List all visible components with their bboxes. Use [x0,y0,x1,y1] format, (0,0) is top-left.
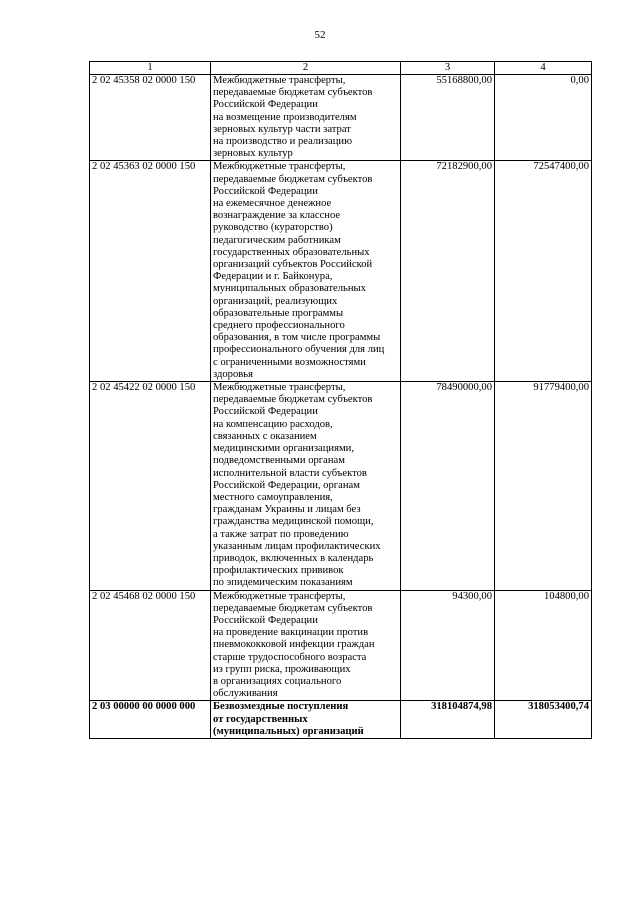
budget-code: 2 02 45468 02 0000 150 [90,590,211,701]
row-description: Межбюджетные трансферты, передаваемые бюджетам субъектов Российской Федерации на компенсацию расходов, связанных с оказанием медицинскими организациями, подведомственными органам исполнительной власти субъектов Российской Федерации, органам местного самоуправления, гражданам Украины и лицам без гражданства медицинской помощи, а также затрат по проведению указанным лицам профилактических приводок, включенных в календарь профилактических прививок по эпидемическим показаниям [211,382,401,590]
page-number: 52 [314,29,326,41]
budget-table [89,61,592,739]
amount-column-3: 318104874,98 [401,701,495,739]
table-row [90,161,592,382]
budget-code: 2 02 45363 02 0000 150 [90,161,211,382]
amount-column-4: 104800,00 [495,590,592,701]
amount-column-3: 94300,00 [401,590,495,701]
amount-column-4: 91779400,00 [495,382,592,590]
amount-column-4: 318053400,74 [495,701,592,739]
row-description: Межбюджетные трансферты, передаваемые бюджетам субъектов Российской Федерации на ежемесячное денежное вознаграждение за классное руководство (кураторство) педагогическим работникам государственных образовательных организаций субъектов Российской Федерации и г. Байконура, муниципальных образовательных организаций, реализующих образовательные программы среднего профессионального образования, в том числе программы профессионального обучения для лиц с ограниченными возможностями здоровья [211,161,401,382]
amount-column-4: 0,00 [495,75,592,161]
table-row [90,382,592,590]
amount-column-3: 55168800,00 [401,75,495,161]
column-header-2: 2 [211,62,401,75]
row-description: Безвозмездные поступления от государственных (муниципальных) организаций [211,701,401,739]
amount-column-3: 78490000,00 [401,382,495,590]
column-header-1: 1 [90,62,211,75]
amount-column-3: 72182900,00 [401,161,495,382]
budget-code: 2 03 00000 00 0000 000 [90,701,211,739]
table-header-row [90,62,592,75]
budget-code: 2 02 45422 02 0000 150 [90,382,211,590]
budget-code: 2 02 45358 02 0000 150 [90,75,211,161]
table-row [90,590,592,701]
row-description: Межбюджетные трансферты, передаваемые бюджетам субъектов Российской Федерации на проведение вакцинации против пневмококковой инфекции граждан старше трудоспособного возраста из групп риска, проживающих в организациях социального обслуживания [211,590,401,701]
column-header-3: 3 [401,62,495,75]
column-header-4: 4 [495,62,592,75]
row-description: Межбюджетные трансферты, передаваемые бюджетам субъектов Российской Федерации на возмещение производителям зерновых культур части затрат на производство и реализацию зерновых культур [211,75,401,161]
table-row-total [90,701,592,739]
amount-column-4: 72547400,00 [495,161,592,382]
table-row [90,75,592,161]
